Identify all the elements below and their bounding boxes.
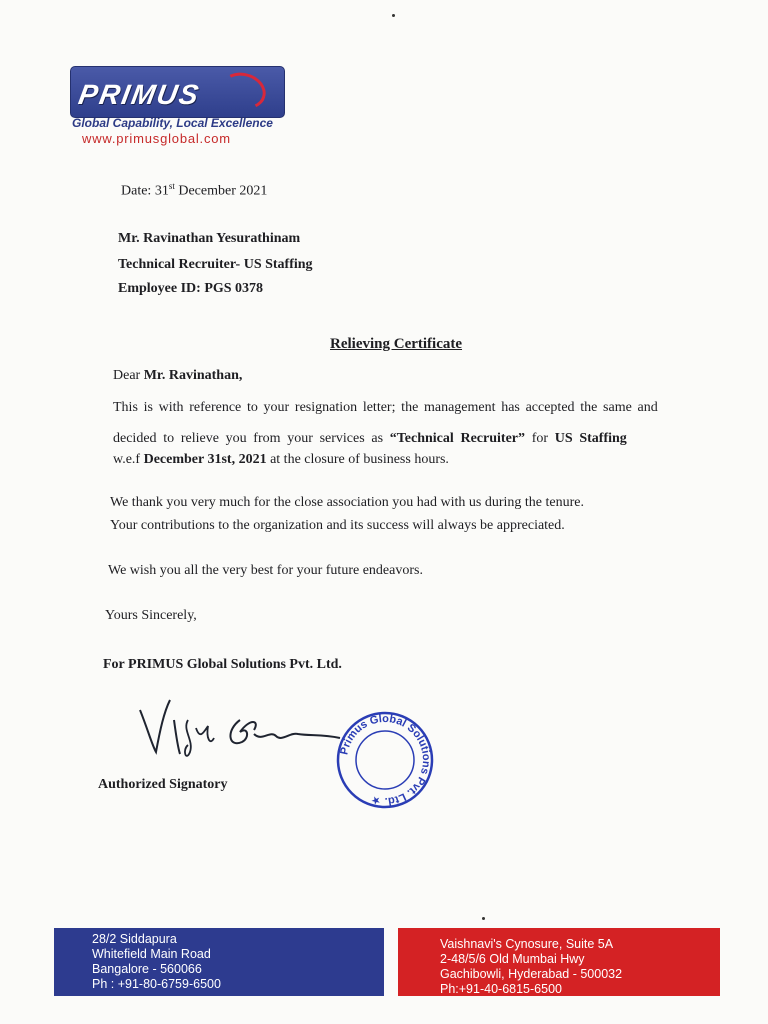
paragraph-3: We wish you all the very best for your future endeavors. bbox=[108, 563, 423, 578]
footer-right-line-3: Gachibowli, Hyderabad - 500032 bbox=[440, 967, 623, 981]
paragraph-1-line-1: This is with reference to your resignation letter; the management has accepted the same and bbox=[113, 400, 658, 415]
footer-right-line-2: 2-48/5/6 Old Mumbai Hwy bbox=[440, 952, 585, 966]
footer-bangalore-address bbox=[54, 928, 384, 996]
paragraph-2-line-2: Your contributions to the organization and its success will always be appreciated. bbox=[110, 518, 565, 533]
recipient-name: Mr. Ravinathan Yesurathinam bbox=[118, 231, 301, 246]
company-tagline: Global Capability, Local Excellence bbox=[72, 116, 273, 130]
employee-id: Employee ID: PGS 0378 bbox=[118, 281, 264, 296]
paragraph-1-line-3: w.e.f December 31st, 2021 at the closure of business hours. bbox=[113, 452, 449, 467]
company-website-link[interactable]: www.primusglobal.com bbox=[82, 131, 231, 146]
footer-right-line-1: Vaishnavi's Cynosure, Suite 5A bbox=[440, 937, 614, 951]
company-seal-stamp bbox=[330, 710, 440, 810]
salutation: Dear Mr. Ravinathan, bbox=[113, 368, 243, 383]
footer-left-line-1: 28/2 Siddapura bbox=[92, 932, 177, 946]
company-logo bbox=[70, 66, 285, 118]
footer-hyderabad-address bbox=[398, 928, 720, 996]
speck-mark bbox=[392, 14, 395, 17]
paragraph-1-line-2: decided to relieve you from your services as “Technical Recruiter” for US Staffing bbox=[113, 431, 627, 446]
footer-left-phone: Ph : +91-80-6759-6500 bbox=[92, 977, 221, 991]
logo-text: PRIMUS bbox=[76, 79, 203, 110]
footer-left-line-3: Bangalore - 560066 bbox=[92, 962, 202, 976]
closing: Yours Sincerely, bbox=[105, 608, 197, 623]
document-title: Relieving Certificate bbox=[330, 336, 463, 352]
footer-right-phone: Ph:+91-40-6815-6500 bbox=[440, 982, 562, 996]
letter-date: Date: 31st December 2021 bbox=[121, 181, 268, 199]
recipient-title: Technical Recruiter- US Staffing bbox=[118, 257, 313, 272]
speck-mark bbox=[482, 917, 485, 920]
svg-text:Primus Global Solutions Pvt. L: Primus Global Solutions Pvt. Ltd. ★ bbox=[338, 712, 433, 808]
logo-swoosh-icon bbox=[216, 68, 270, 115]
company-name: For PRIMUS Global Solutions Pvt. Ltd. bbox=[103, 657, 342, 672]
handwritten-signature bbox=[130, 690, 350, 770]
authorized-signatory: Authorized Signatory bbox=[98, 777, 228, 792]
footer-left-line-2: Whitefield Main Road bbox=[92, 947, 211, 961]
paragraph-2-line-1: We thank you very much for the close association you had with us during the tenure. bbox=[110, 495, 584, 510]
